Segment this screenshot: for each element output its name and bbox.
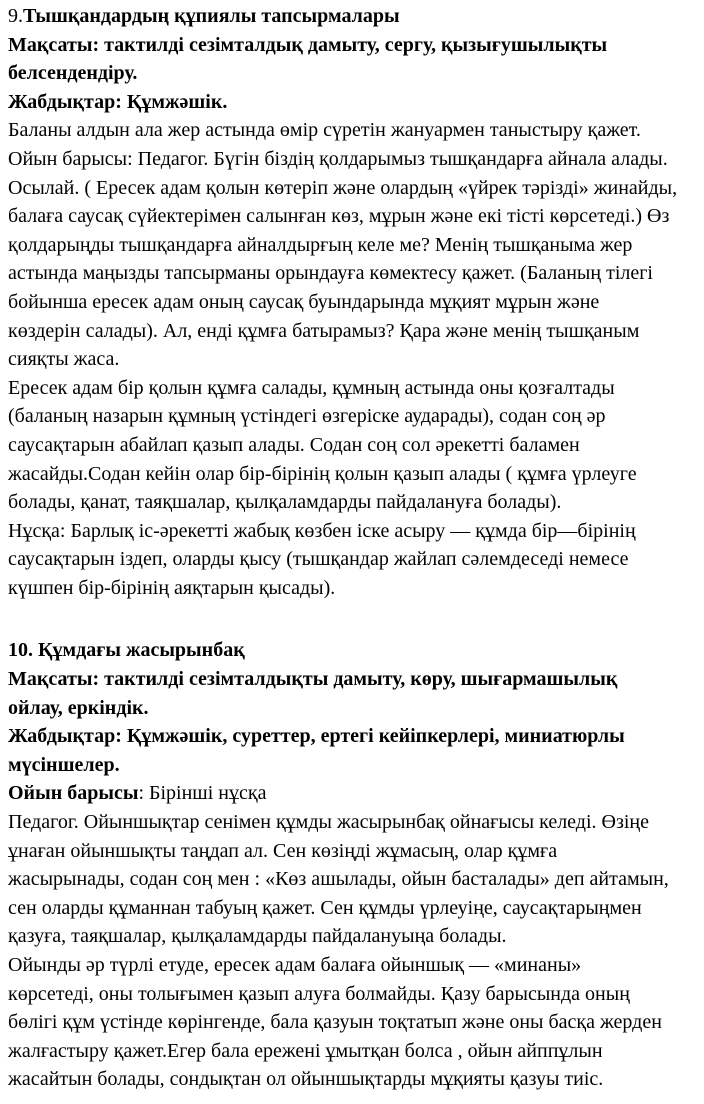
body-line: ұнаған ойыншықты таңдап ал. Сен көзіңді жұмасың, олар құмға: [8, 839, 558, 862]
body-line: жалғастыру қажет.Егер бала ережені ұмытқан болса , ойын айппұлын: [8, 1039, 603, 1062]
section-9-goal-line: белсендендіру.: [8, 62, 138, 85]
body-line: Педагог. Ойыншықтар сенімен құмды жасырынбақ ойнағысы келеді. Өзіңе: [8, 811, 650, 834]
body-line: саусақтарын іздеп, оларды қысу (тышқандар жайлап сәлемдеседі немесе: [8, 548, 629, 571]
body-line: Ойын барысы: Педагог. Бүгін біздің қолдарымыз тышқандарға айнала алады.: [8, 147, 668, 170]
section-9-title: Тышқандардың құпиялы тапсырмалары: [23, 5, 400, 27]
section-9: [8, 2, 696, 602]
body-line: Баланы алдын ала жер астында өмір сүретін жануармен таныстыру қажет.: [8, 119, 641, 142]
body-line: бойынша ересек адам оның саусақ буындарында мұқият мұрын және: [8, 290, 600, 313]
section-9-number: 9.: [8, 5, 23, 27]
body-line: саусақтарын абайлап қазып алады. Содан соң сол әрекетті баламен: [8, 433, 580, 456]
section-10-equipment-line: мүсіншелер.: [8, 753, 120, 776]
body-line: бөлігі құм үстінде көрінгенде, бала қазуын тоқтатып және оны басқа жерден: [8, 1011, 662, 1034]
section-10-goal-line: ойлау, еркіндік.: [8, 696, 149, 719]
game-label: Ойын барысы: [8, 782, 139, 805]
body-line: күшпен бір-бірінің аяқтарын қысады).: [8, 576, 336, 599]
section-10-equipment-line: Жабдықтар: Құмжәшік, суреттер, ертегі кейіпкерлері, миниатюрлы: [8, 725, 625, 748]
body-line: сен оларды құманнан табуың қажет. Сен құмды үрлеуіңе, саусақтарыңмен: [8, 896, 642, 919]
body-line: Нұсқа: Барлық іс-әрекетті жабық көзбен іске асыру — құмда бір—бірінің: [8, 519, 636, 542]
section-10-game-heading: [8, 779, 696, 808]
section-10-body: [8, 808, 696, 1094]
section-9-heading: [8, 2, 696, 31]
section-10-goal-line: Мақсаты: тактилді сезімталдықты дамыту, көру, шығармашылық: [8, 668, 618, 691]
body-line: сияқты жаса.: [8, 348, 120, 371]
section-10: [8, 636, 696, 1094]
body-line: көрсетеді, оны толығымен қазып алуға болмайды. Қазу барысында оның: [8, 982, 630, 1005]
body-line: болады, қанат, таяқшалар, қылқаламдарды пайдалануға болады).: [8, 491, 562, 514]
body-line: жасырынады, содан соң мен : «Көз ашылады, ойын басталады» деп айтамын,: [8, 868, 669, 891]
body-line: жасайтын болады, сондықтан ол ойыншықтарды мұқияты қазуы тиіс.: [8, 1068, 604, 1091]
section-9-goal-line: Мақсаты: тактилді сезімталдық дамыту, сергу, қызығушылықты: [8, 33, 608, 56]
section-9-body: [8, 116, 696, 602]
body-line: Ойынды әр түрлі етуде, ересек адам балаға ойыншық — «минаны»: [8, 954, 582, 976]
body-line: көздерін салады). Ал, енді құмға батырамыз? Қара және менің тышқаным: [8, 319, 640, 342]
game-variant: : Бірінші нұсқа: [138, 782, 267, 805]
body-line: Осылай. ( Ересек адам қолын көтеріп және олардың «үйрек тәрізді» жинайды,: [8, 176, 678, 199]
body-line: қолдарыңды тышқандарға айналдырғың келе ме? Менің тышқаныма жер: [8, 233, 633, 256]
body-line: қазуға, таяқшалар, қылқаламдарды пайдалануыңа болады.: [8, 925, 507, 948]
section-9-equipment: Жабдықтар: Құмжәшік.: [8, 90, 228, 113]
body-line: жасайды.Содан кейін олар бір-бірінің қолын қазып алады ( құмға үрлеуге: [8, 462, 637, 485]
body-line: астында маңызды тапсырманы орындауға көмектесу қажет. (Баланың тілегі: [8, 262, 653, 285]
body-line: балаға саусақ сүйектерімен салынған көз, мұрын және екі тісті көрсетеді.) Өз: [8, 205, 670, 228]
section-spacer: [8, 602, 696, 636]
section-10-title: 10. Құмдағы жасырынбақ: [8, 639, 245, 662]
body-line: (баланың назарын құмның үстіндегі өзгеріске аударады), содан соң әр: [8, 405, 606, 428]
body-line: Ересек адам бір қолын құмға салады, құмның астында оны қозғалтады: [8, 376, 615, 399]
